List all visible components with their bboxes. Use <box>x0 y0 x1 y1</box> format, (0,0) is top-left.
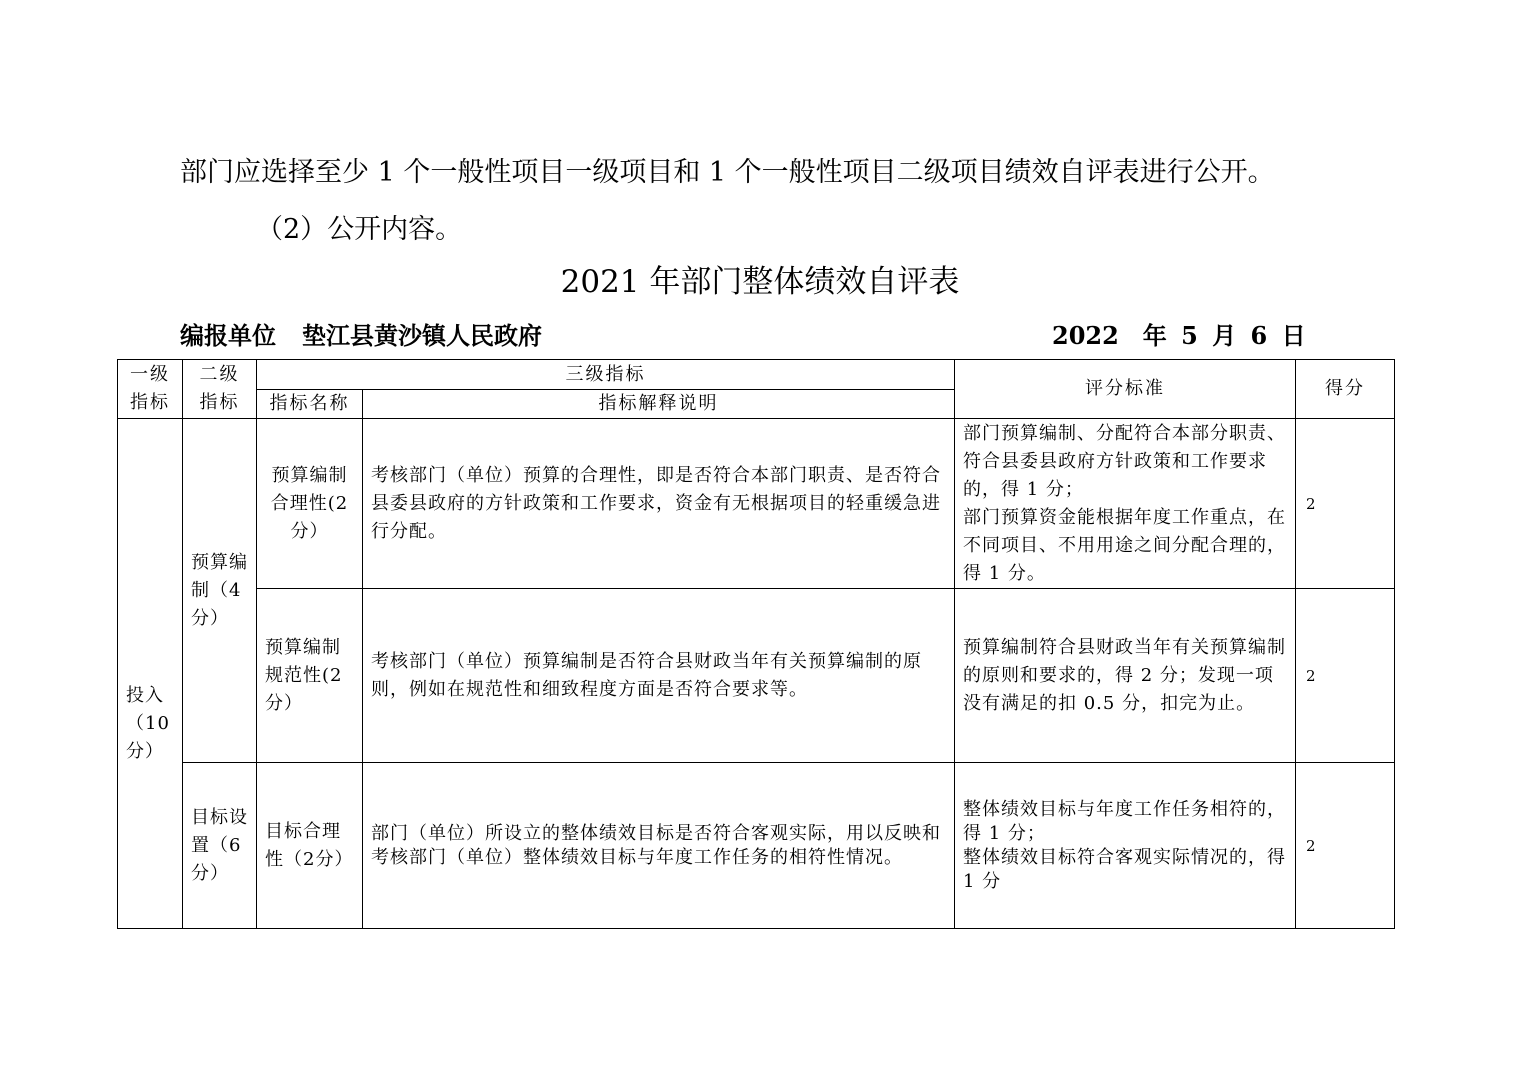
header-level3: 三级指标 <box>257 360 955 390</box>
intro-paragraph: 部门应选择至少 1 个一般性项目一级项目和 1 个一般性项目二级项目绩效自评表进行公开。 <box>180 157 1275 188</box>
header-indicator-name: 指标名称 <box>257 390 363 419</box>
header-indicator-desc: 指标解释说明 <box>363 390 955 419</box>
indicator-name: 目标合理性（2分） <box>257 763 363 929</box>
indicator-desc: 考核部门（单位）预算的合理性，即是否符合本部门职责、是否符合县委县政府的方针政策和工作要求，资金有无根据项目的轻重缓急进行分配。 <box>363 419 955 589</box>
score-value: 2 <box>1296 419 1395 589</box>
criteria-line: 部门预算资金能根据年度工作重点，在不同项目、不用用途之间分配合理的，得 1 分。 <box>963 506 1286 584</box>
section-heading: （2）公开内容。 <box>256 214 463 245</box>
table-row <box>118 419 1395 589</box>
indicator-name: 预算编制规范性(2分） <box>257 589 363 763</box>
criteria-line: 整体绩效目标与年度工作任务相符的，得 1 分； <box>963 798 1286 844</box>
unit-label: 编报单位 <box>180 321 276 350</box>
scoring-criteria <box>955 419 1296 589</box>
criteria-line: 部门预算编制、分配符合本部分职责、符合县委县政府方针政策和工作要求的，得 1 分； <box>963 422 1286 500</box>
header-level2: 二级指标 <box>183 360 257 419</box>
evaluation-table <box>117 359 1395 929</box>
table-row <box>118 589 1395 763</box>
criteria-line: 整体绩效目标符合客观实际情况的，得 1 分 <box>963 846 1286 892</box>
header-level1: 一级指标 <box>118 360 183 419</box>
indicator-name: 预算编制合理性(2分） <box>257 419 363 589</box>
header-criteria: 评分标准 <box>955 360 1296 419</box>
report-date: 2022 年 5 月 6 日 <box>1052 321 1306 350</box>
level2-cell: 目标设置（6分） <box>183 763 257 929</box>
indicator-desc: 部门（单位）所设立的整体绩效目标是否符合客观实际，用以反映和考核部门（单位）整体绩效目标与年度工作任务的相符性情况。 <box>363 763 955 929</box>
score-value: 2 <box>1296 763 1395 929</box>
level2-cell: 预算编制（4分） <box>183 419 257 763</box>
indicator-desc: 考核部门（单位）预算编制是否符合县财政当年有关预算编制的原则，例如在规范性和细致程度方面是否符合要求等。 <box>363 589 955 763</box>
unit-name: 垫江县黄沙镇人民政府 <box>302 321 542 350</box>
level1-cell: 投入（10分） <box>118 419 183 929</box>
page-title: 2021 年部门整体绩效自评表 <box>560 264 960 300</box>
header-score: 得分 <box>1296 360 1395 419</box>
scoring-criteria <box>955 763 1296 929</box>
score-value: 2 <box>1296 589 1395 763</box>
table-row <box>118 763 1395 929</box>
reporting-unit <box>180 316 542 351</box>
scoring-criteria: 预算编制符合县财政当年有关预算编制的原则和要求的，得 2 分；发现一项没有满足的扣 0.5 分，扣完为止。 <box>955 589 1296 763</box>
